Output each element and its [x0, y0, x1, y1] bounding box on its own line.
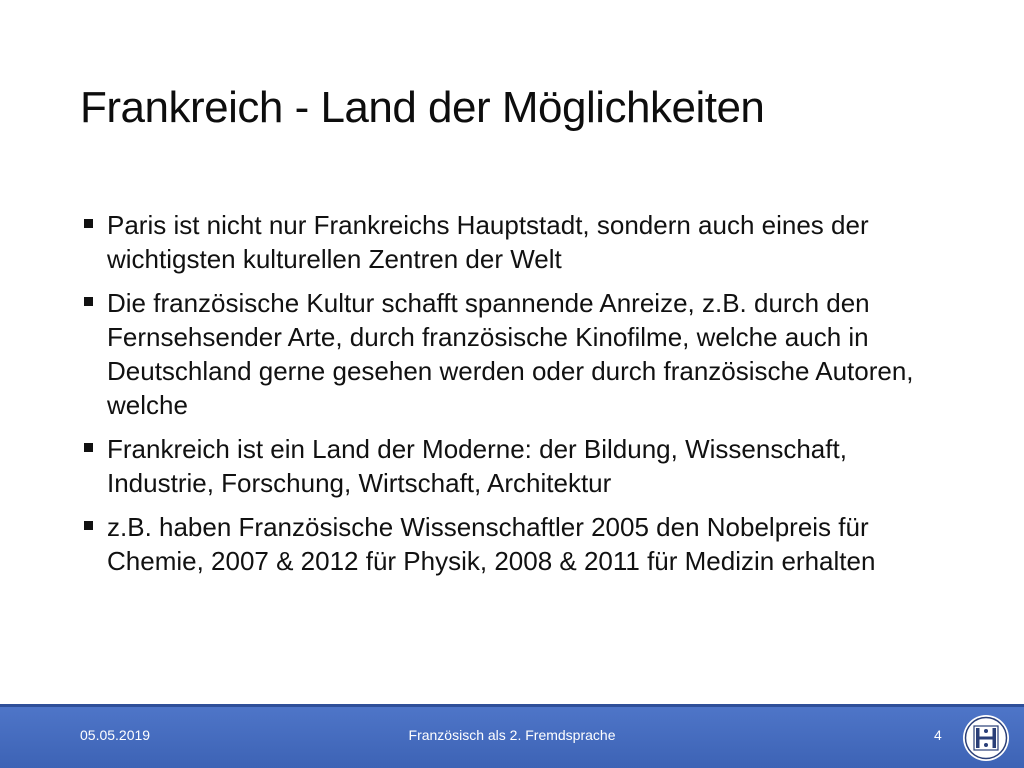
bullet-text: Die französische Kultur schafft spannende Anreize, z.B. durch den Fernsehsender Arte, durch französische Kinofilme, welche auch in Deutschland gerne gesehen werden oder durch französische Autoren, welche	[107, 288, 914, 420]
footer-divider	[0, 704, 1024, 707]
footer-date: 05.05.2019	[80, 727, 151, 743]
bullet-item	[80, 510, 940, 578]
footer-title: Französisch als 2. Fremdsprache	[408, 727, 616, 743]
bullet-item	[80, 432, 940, 500]
square-bullet-icon	[84, 521, 93, 530]
page-number: 4	[934, 727, 942, 743]
bullet-item	[80, 208, 940, 276]
bullet-text: Paris ist nicht nur Frankreichs Hauptstadt, sondern auch eines der wichtigsten kulturellen Zentren der Welt	[107, 210, 869, 274]
school-crest-icon	[962, 714, 1010, 762]
square-bullet-icon	[84, 219, 93, 228]
bullet-text: Frankreich ist ein Land der Moderne: der Bildung, Wissenschaft, Industrie, Forschung, Wirtschaft, Architektur	[107, 434, 847, 498]
slide-title: Frankreich - Land der Möglichkeiten	[80, 83, 765, 132]
square-bullet-icon	[84, 297, 93, 306]
bullet-item	[80, 286, 940, 422]
footer-bar	[0, 704, 1024, 768]
bullet-list	[80, 208, 940, 588]
square-bullet-icon	[84, 443, 93, 452]
bullet-text: z.B. haben Französische Wissenschaftler 2005 den Nobelpreis für Chemie, 2007 & 2012 für Physik, 2008 & 2011 für Medizin erhalten	[107, 512, 876, 576]
